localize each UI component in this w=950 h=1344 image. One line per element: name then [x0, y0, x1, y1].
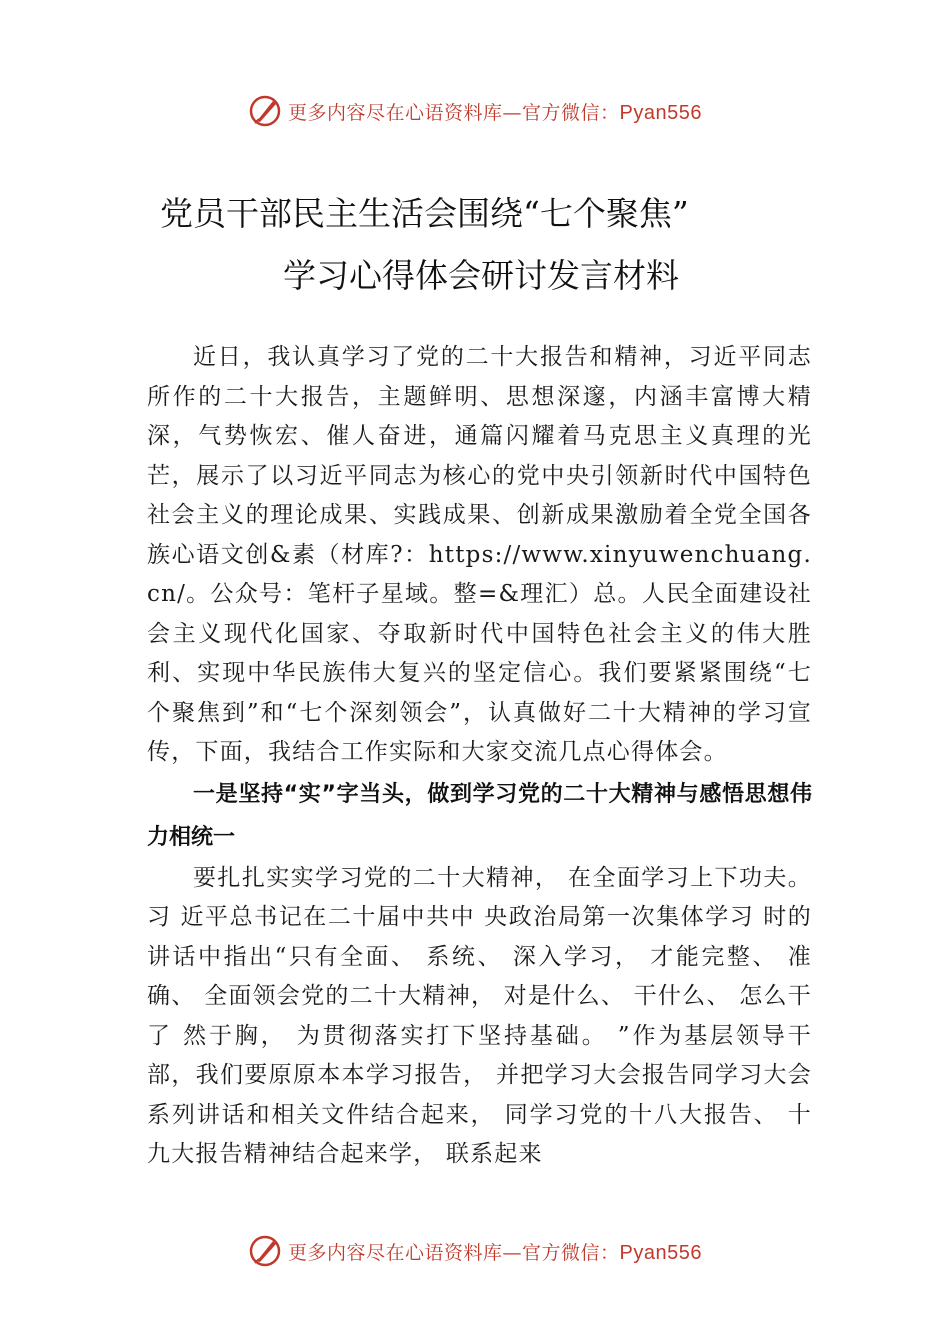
body-paragraph-2: 要扎扎实实学习党的二十大精神， 在全面学习上下功夫。习 近平总书记在二十届中共中 央政治局第一次集体学习 时的讲话中指出“只有全面、 系统、 深入学习， 才能完整、 准确、 全面领会党的二十大精神， 对是什么、 干什么、 怎么干了 然于胸， 为贯彻落实打下坚持基础。 ”作为基层领导干部，我们要原原本本学习报告， 并把学习大会报告同学习大会系列讲话和相关文件结合起来， 同学习党的十八大报告、 十九大报告精神结合起来学， 联系起来	[147, 864, 812, 1167]
quill-pen-logo-icon	[248, 94, 282, 128]
document-body	[147, 338, 812, 1175]
banner-wechat-id: Pyan556	[619, 1241, 702, 1264]
header-banner	[0, 94, 950, 128]
banner-text: 更多内容尽在心语资料库—官方微信：Pyan556	[288, 1241, 702, 1264]
banner-text: 更多内容尽在心语资料库—官方微信：Pyan556	[288, 101, 702, 124]
section-heading-1: 一是坚持“实”字当头，做到学习党的二十大精神与感悟思想伟力相统一	[147, 781, 812, 850]
footer-banner	[0, 1234, 950, 1268]
document-title-line2: 学习心得体会研讨发言材料	[283, 256, 679, 295]
body-paragraph-1: 近日，我认真学习了党的二十大报告和精神，习近平同志所作的二十大报告，主题鲜明、思想深邃，内涵丰富博大精深，气势恢宏、催人奋进，通篇闪耀着马克思主义真理的光芒，展示了以习近平同志为核心的党中央引领新时代中国特色社会主义的理论成果、实践成果、创新成果激励着全党全国各族心语文创&素（材库?：https://www.xinyuwenchuang.cn/。公众号：笔杆子星域。整=&理汇）总。人民全面建设社会主义现代化国家、夺取新时代中国特色社会主义的伟大胜利、实现中华民族伟大复兴的坚定信心。我们要紧紧围绕“七个聚焦到”和“七个深刻领会”，认真做好二十大精神的学习宣传，下面，我结合工作实际和大家交流几点心得体会。	[147, 344, 812, 765]
quill-pen-logo-icon	[248, 1234, 282, 1268]
banner-wechat-id: Pyan556	[619, 101, 702, 124]
document-title-line1: 党员干部民主生活会围绕“七个聚焦”	[160, 194, 689, 233]
